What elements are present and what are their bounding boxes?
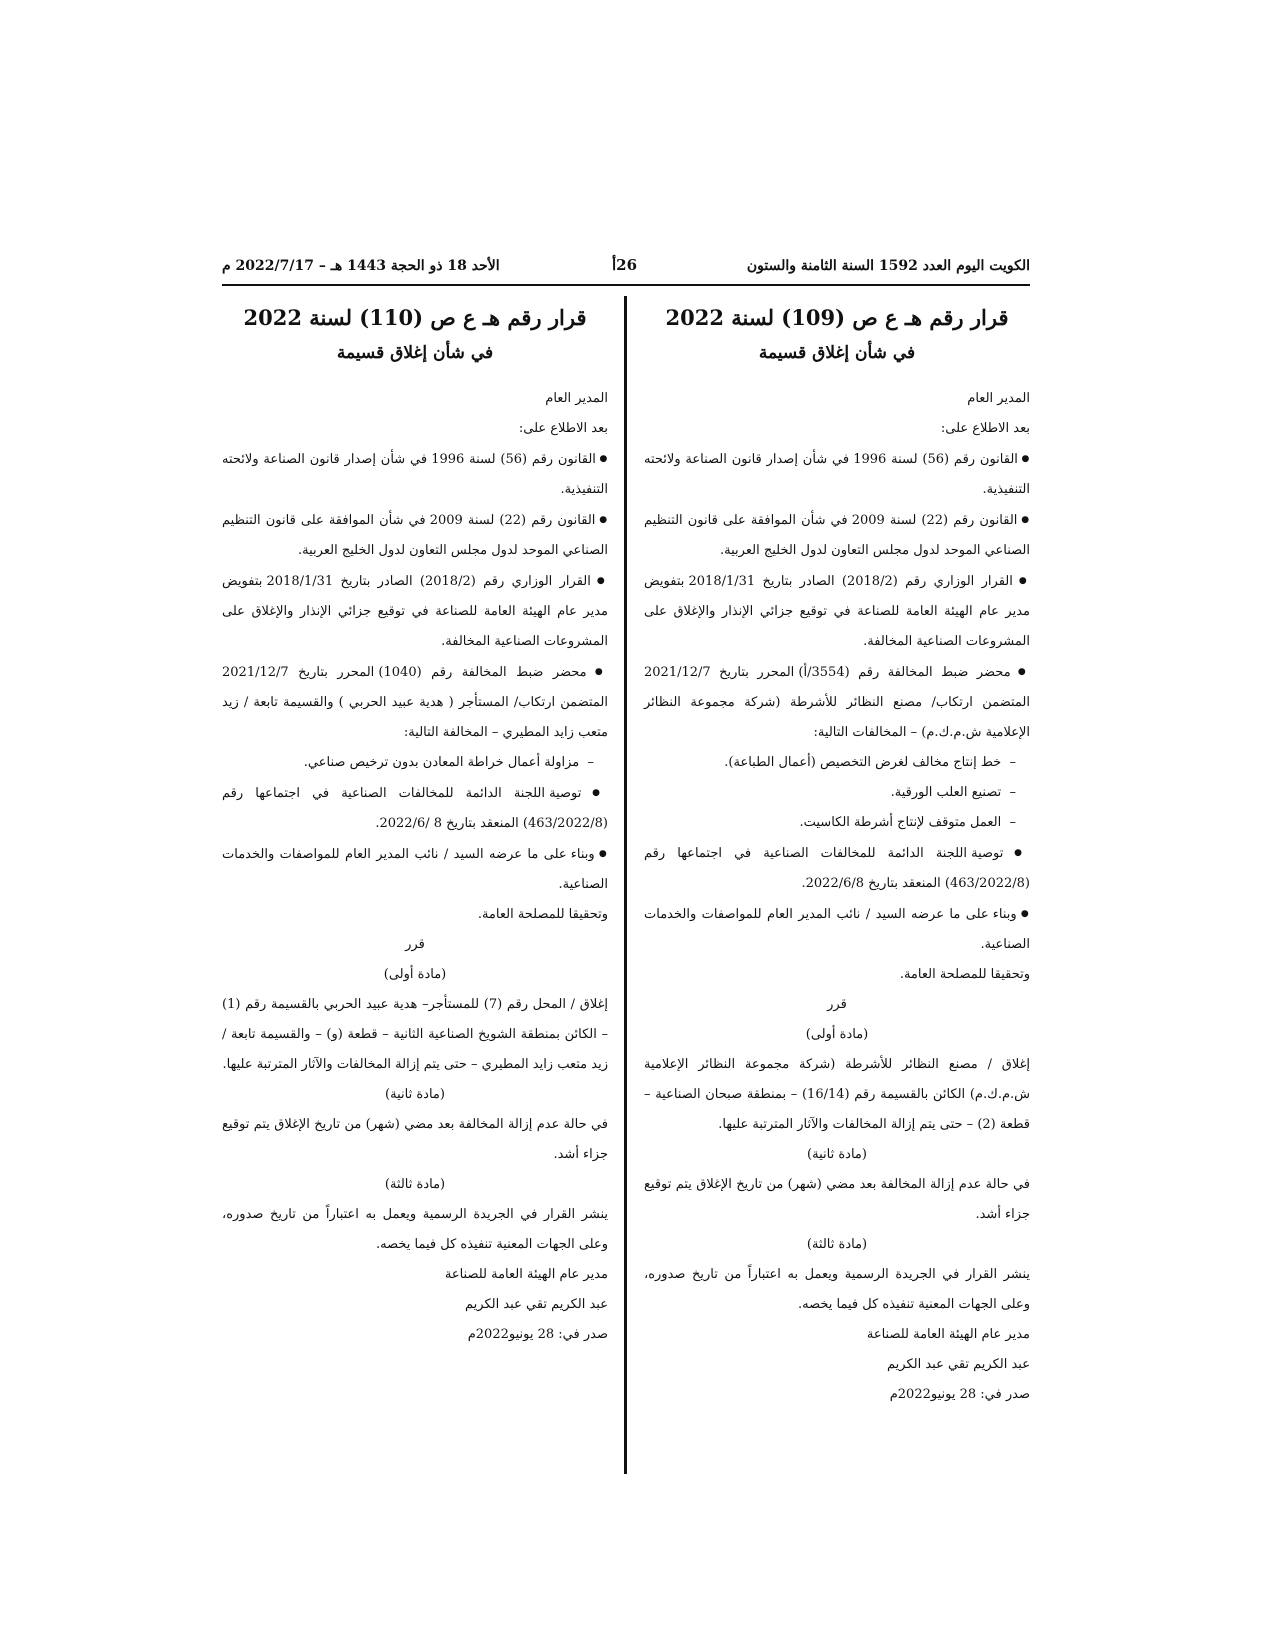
article-heading: (مادة ثانية): [385, 1087, 445, 1102]
reference-item: ● القانون رقم (56) لسنة 1996 في شأن إصدار قانون الصناعة ولائحته التنفيذية.: [222, 444, 608, 505]
signatory-title: مدير عام الهيئة العامة للصناعة: [866, 1327, 1030, 1342]
decision-heading: قرر: [827, 997, 847, 1012]
reference-item: ● القرار الوزاري رقم (2018/2) الصادر بتاريخ 2018/1/31 بتفويض مدير عام الهيئة العامة للصناعة في توقيع جزائي الإنذار والإغلاق على المشروعات الصناعية المخالفة.: [222, 566, 608, 657]
article-heading: (مادة أولى): [805, 1027, 869, 1042]
article-text: ينشر القرار في الجريدة الرسمية ويعمل به اعتباراً من تاريخ صدوره، وعلى الجهات المعنية تنفيذه كل فيما يخصه.: [644, 1267, 1030, 1312]
signatory-name: عبد الكريم تقي عبد الكريم: [887, 1357, 1030, 1372]
violation-item: – خط إنتاج مخالف لغرض التخصيص (أعمال الطباعة).: [644, 748, 1030, 778]
reference-item: ● محضر ضبط المخالفة رقم (1040) المحرر بتاريخ 2021/12/7 المتضمن ارتكاب/ المستأجر ( هدية عبيد الحربي ) والقسيمة تابعة / زيد متعب زايد المطيري – المخالفة التالية:: [222, 657, 608, 748]
reference-item: ● وبناء على ما عرضه السيد / نائب المدير العام للمواصفات والخدمات الصناعية.: [222, 839, 608, 900]
violation-item: – العمل متوقف لإنتاج أشرطة الكاسيت.: [644, 808, 1030, 838]
preamble: بعد الاطلاع على:: [940, 421, 1030, 436]
signatory-name: عبد الكريم تقي عبد الكريم: [465, 1297, 608, 1312]
article-heading: (مادة أولى): [383, 967, 447, 982]
reference-item: ● القانون رقم (22) لسنة 2009 في شأن الموافقة على قانون التنظيم الصناعي الموحد لدول مجلس التعاون لدول الخليج العربية.: [644, 505, 1030, 566]
gazette-issue: الكويت اليوم العدد 1592 السنة الثامنة والستون: [746, 258, 1030, 274]
article-text: إغلاق / مصنع النظائر للأشرطة (شركة مجموعة النظائر الإعلامية ش.م.ك.م) الكائن بالقسيمة رقم (16/14) – بمنطقة صبحان الصناعية – قطعة (2) – حتى يتم إزالة المخالفات والآثار المترتبة عليها.: [644, 1057, 1030, 1132]
reference-item: ● وبناء على ما عرضه السيد / نائب المدير العام للمواصفات والخدمات الصناعية.: [644, 899, 1030, 960]
reference-item: ● توصية اللجنة الدائمة للمخالفات الصناعية في اجتماعها رقم (463/2022/8) المنعقد بتاريخ 8 /2022/6.: [222, 778, 608, 839]
decree-title: قرار رقم هـ ع ص (109) لسنة 2022: [665, 305, 1009, 330]
issue-date: الأحد 18 ذو الحجة 1443 هـ – 2022/7/17 م: [222, 258, 500, 274]
violation-item: – مزاولة أعمال خراطة المعادن بدون ترخيص صناعي.: [222, 748, 608, 778]
reference-item: ● توصية اللجنة الدائمة للمخالفات الصناعية في اجتماعها رقم (463/2022/8) المنعقد بتاريخ 2022/6/8.: [644, 838, 1030, 899]
article-text: في حالة عدم إزالة المخالفة بعد مضي (شهر) من تاريخ الإغلاق يتم توقيع جزاء أشد.: [222, 1117, 608, 1162]
decree-subtitle: في شأن إغلاق قسيمة: [336, 343, 494, 363]
signatory-title: مدير عام الهيئة العامة للصناعة: [444, 1267, 608, 1282]
issue-date-line: صدر في: 28 يونيو2022م: [889, 1387, 1030, 1402]
reference-item: ● القانون رقم (22) لسنة 2009 في شأن الموافقة على قانون التنظيم الصناعي الموحد لدول مجلس التعاون لدول الخليج العربية.: [222, 505, 608, 566]
issue-date-line: صدر في: 28 يونيو2022م: [467, 1327, 608, 1342]
article-heading: (مادة ثالثة): [384, 1177, 446, 1192]
article-heading: (مادة ثالثة): [806, 1237, 868, 1252]
page-header: [222, 258, 1030, 286]
column-divider: [624, 296, 627, 1474]
public-interest: وتحقيقا للمصلحة العامة.: [477, 907, 608, 922]
article-text: في حالة عدم إزالة المخالفة بعد مضي (شهر) من تاريخ الإغلاق يتم توقيع جزاء أشد.: [644, 1177, 1030, 1222]
decree-subtitle: في شأن إغلاق قسيمة: [758, 343, 916, 363]
reference-item: ● القانون رقم (56) لسنة 1996 في شأن إصدار قانون الصناعة ولائحته التنفيذية.: [644, 444, 1030, 505]
article-heading: (مادة ثانية): [807, 1147, 867, 1162]
issuer: المدير العام: [967, 391, 1030, 406]
decree-109: [644, 296, 1030, 1410]
decree-title: قرار رقم هـ ع ص (110) لسنة 2022: [243, 305, 587, 330]
reference-item: ● محضر ضبط المخالفة رقم (3554/أ) المحرر بتاريخ 2021/12/7 المتضمن ارتكاب/ مصنع النظائر للأشرطة (شركة مجموعة النظائر الإعلامية ش.م.ك.م) – المخالفات التالية:: [644, 657, 1030, 748]
reference-item: ● القرار الوزاري رقم (2018/2) الصادر بتاريخ 2018/1/31 بتفويض مدير عام الهيئة العامة للصناعة في توقيع جزائي الإنذار والإغلاق على المشروعات الصناعية المخالفة.: [644, 566, 1030, 657]
violation-item: – تصنيع العلب الورقية.: [644, 778, 1030, 808]
decree-110: [222, 296, 608, 1350]
public-interest: وتحقيقا للمصلحة العامة.: [899, 967, 1030, 982]
decision-heading: قرر: [405, 937, 425, 952]
preamble: بعد الاطلاع على:: [518, 421, 608, 436]
issuer: المدير العام: [545, 391, 608, 406]
article-text: ينشر القرار في الجريدة الرسمية ويعمل به اعتباراً من تاريخ صدوره، وعلى الجهات المعنية تنفيذه كل فيما يخصه.: [222, 1207, 608, 1252]
page-number: 26أ: [612, 256, 638, 274]
article-text: إغلاق / المحل رقم (7) للمستأجر– هدية عبيد الحربي بالقسيمة رقم (1) – الكائن بمنطقة الشويخ الصناعية الثانية – قطعة (و) – والقسيمة تابعة / زيد متعب زايد المطيري – حتى يتم إزالة المخالفات والآثار المترتبة عليها.: [222, 997, 608, 1072]
